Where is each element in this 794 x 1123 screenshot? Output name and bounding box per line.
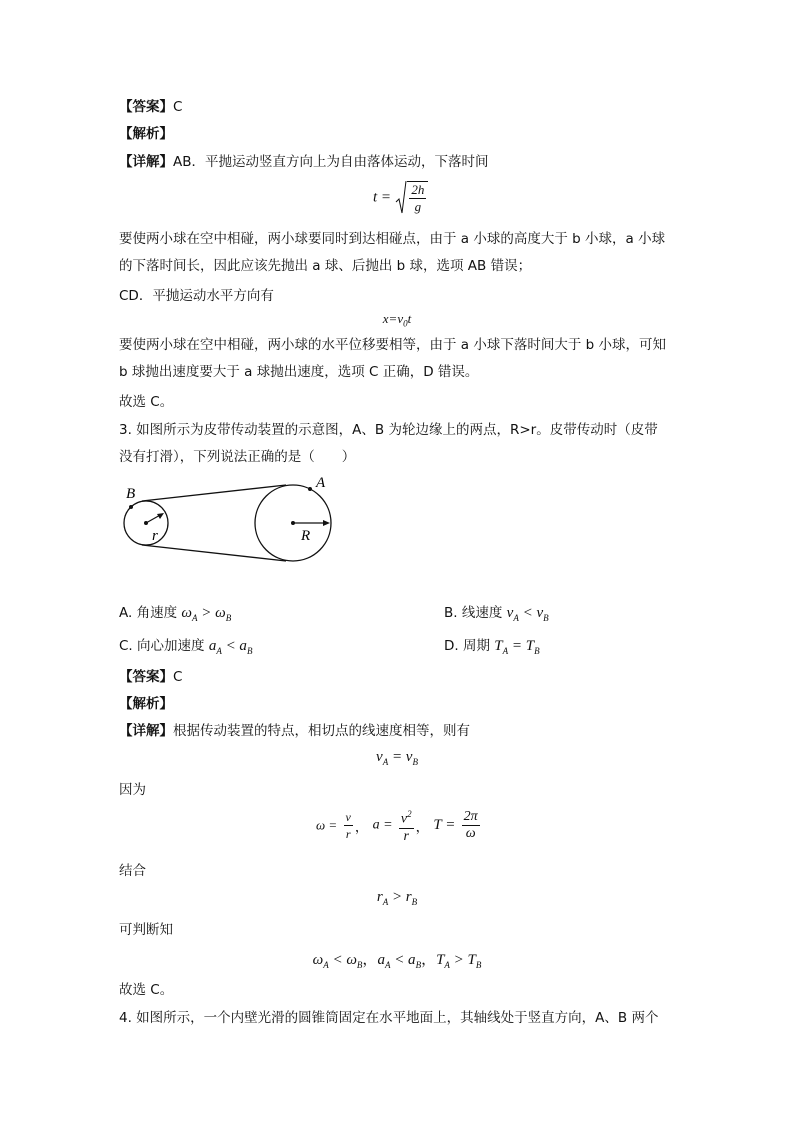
option-c-label: C. 向心加速度 <box>119 638 205 654</box>
option-a-expr: $\omega_A > \omega_B$ <box>181 605 232 623</box>
label-R: R <box>301 528 311 544</box>
equation-omega-a-T: ω = $\frac{v}{r}$ ， a = $\frac{v^2}{r}$ ， T = $\frac{2\pi}{\omega}$ <box>316 806 482 845</box>
conclusion-q2: 故选 C。 <box>119 394 174 410</box>
eq-x-tail: t <box>407 311 412 326</box>
paragraph-2 <box>119 332 679 386</box>
q4-stem-line1: 4. 如图所示，一个内壁光滑的圆锥筒固定在水平地面上，其轴线处于竖直方向，A、B 两个 <box>119 1010 659 1026</box>
label-B: B <box>126 486 136 502</box>
eq-x: x=v <box>382 311 404 326</box>
eq-t-num: 2h <box>411 182 425 197</box>
option-b <box>444 601 549 623</box>
q3-detail-tag: 【详解】 <box>119 723 173 739</box>
answer-value: C <box>173 99 183 115</box>
option-d-expr: $T_A = T_B$ <box>494 638 540 656</box>
option-c <box>119 634 252 656</box>
para2-line2: b 球抛出速度要大于 a 球抛出速度，选项 C 正确，D 错误。 <box>119 364 479 380</box>
option-b-label: B. 线速度 <box>444 605 503 621</box>
label-r: r <box>152 528 158 544</box>
detail-line <box>119 150 489 170</box>
detail-intro: AB．平抛运动竖直方向上为自由落体运动，下落时间 <box>173 154 489 170</box>
analysis-tag: 【解析】 <box>119 126 173 142</box>
equation-result: $\omega_A < \omega_B$，$a_A < a_B$，$T_A > T_B$ <box>312 952 482 970</box>
conclusion-q3: 故选 C。 <box>119 982 174 998</box>
option-d <box>444 634 540 656</box>
para1-line2: 的下落时间长，因此应该先抛出 a 球、后抛出 b 球，选项 AB 错误； <box>119 258 532 274</box>
eq-t-den: g <box>414 199 422 214</box>
q3-detail-text: 根据传动装置的特点，相切点的线速度相等，则有 <box>173 723 470 739</box>
para1-line1: 要使两小球在空中相碰，两小球要同时到达相碰点，由于 a 小球的高度大于 b 小球，a 小球 <box>119 231 666 247</box>
answer-line <box>119 95 182 115</box>
equation-horizontal <box>0 311 794 329</box>
belt-drive-figure <box>118 470 338 570</box>
q3-stem-line1: 3. 如图所示为皮带传动装置的示意图，A、B 为轮边缘上的两点，R>r。皮带传动时（皮带 <box>119 422 658 438</box>
q3-answer-line <box>119 665 182 685</box>
judge-label: 可判断知 <box>119 922 173 938</box>
radius-R-arrow <box>323 520 330 526</box>
combine-label: 结合 <box>119 863 146 879</box>
label-A: A <box>316 475 326 491</box>
para2-line1: 要使两小球在空中相碰，两小球的水平位移要相等，由于 a 小球下落时间大于 b 小球，可知 <box>119 337 667 353</box>
option-d-label: D. 周期 <box>444 638 490 654</box>
equation-vA-vB: $v_A = v_B$ <box>376 749 418 767</box>
sqrt-symbol <box>395 180 428 216</box>
eq-t-lhs: t = <box>373 189 392 206</box>
q3-answer-value: C <box>173 669 183 685</box>
detail-tag: 【详解】 <box>119 154 173 170</box>
point-A-dot <box>308 487 312 491</box>
eq-x-sub: 0 <box>403 318 408 329</box>
radical-icon <box>395 180 407 216</box>
equation-rA-rB: $r_A > r_B$ <box>376 889 418 907</box>
q3-detail-line <box>119 719 470 739</box>
option-a-label: A. 角速度 <box>119 605 178 621</box>
option-b-expr: $v_A < v_B$ <box>506 605 549 623</box>
q3-analysis-tag: 【解析】 <box>119 696 173 712</box>
paragraph-1 <box>119 226 679 280</box>
q3-answer-tag: 【答案】 <box>119 669 173 685</box>
option-a <box>119 601 231 623</box>
point-B-dot <box>129 505 133 509</box>
cd-intro: CD．平抛运动水平方向有 <box>119 288 274 304</box>
answer-tag: 【答案】 <box>119 99 173 115</box>
q3-stem <box>119 417 689 471</box>
option-c-expr: $a_A < a_B$ <box>208 638 253 656</box>
because-label: 因为 <box>119 782 146 798</box>
equation-fall-time <box>373 180 428 216</box>
q3-stem-line2: 没有打滑），下列说法正确的是（ ） <box>119 449 356 465</box>
